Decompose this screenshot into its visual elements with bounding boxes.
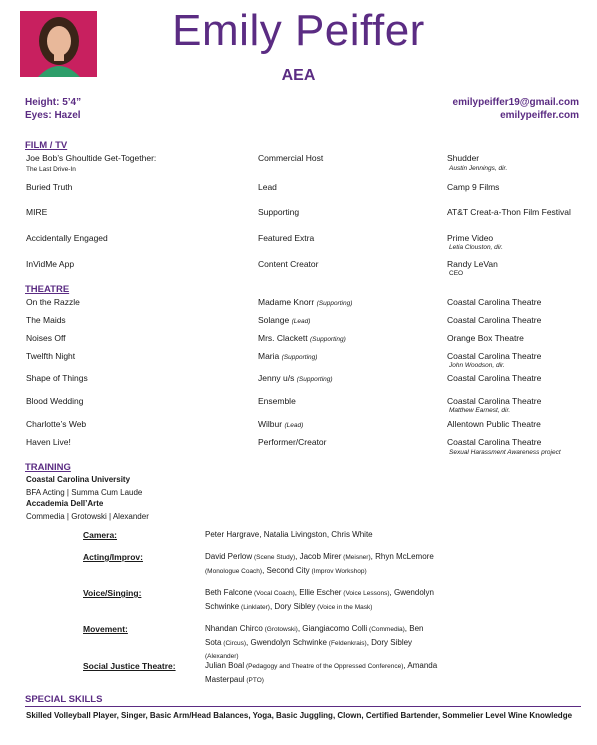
film-role: Content Creator: [258, 259, 319, 269]
school-detail: Commedia | Grotowski | Alexander: [26, 512, 149, 521]
training-category-label: Social Justice Theatre:: [83, 661, 176, 671]
theatre-role: Jenny u/s (Supporting): [258, 373, 333, 383]
film-director: CEO: [449, 270, 464, 277]
theatre-company: Coastal Carolina Theatre: [447, 437, 542, 447]
theatre-company: Coastal Carolina Theatre: [447, 315, 542, 325]
film-role: Supporting: [258, 207, 300, 217]
theatre-company: Coastal Carolina Theatre: [447, 396, 542, 406]
training-heading: TRAINING: [25, 462, 71, 473]
training-category-label: Camera:: [83, 530, 118, 540]
school-detail: BFA Acting | Summa Cum Laude: [26, 488, 143, 497]
film-title: MIRE: [26, 207, 48, 217]
training-category-teachers: Nhandan Chirco (Grotowski), Giangiacomo Colli (Commedia), Ben Sota (Circus), Gwendolyn Schwinke (Feldenkrais), Dory Sibley (Alexander): [205, 624, 424, 660]
film-director: Austin Jennings, dir.: [449, 165, 508, 172]
eyes-stat: Eyes: Hazel: [25, 110, 81, 121]
film-role: Featured Extra: [258, 233, 315, 243]
school-name: Coastal Carolina University: [26, 475, 131, 484]
section-divider: [25, 706, 581, 707]
theatre-role: Wilbur (Lead): [258, 419, 304, 429]
training-category-teachers: Julian Boal (Pedagogy and Theatre of the Oppressed Conference), Amanda Masterpaul (PTO): [205, 661, 438, 684]
special-skills-text: Skilled Volleyball Player, Singer, Basic Arm/Head Balances, Yoga, Basic Juggling, Clown, Certified Bartender, Sommelier Level Wine Knowledge: [26, 711, 573, 720]
film-title: InVidMe App: [26, 259, 75, 269]
union-affiliation: AEA: [281, 67, 316, 84]
theatre-role: Mrs. Clackett (Supporting): [258, 333, 346, 343]
film-company: Randy LeVan: [447, 259, 498, 269]
training-category-teachers: David Perlow (Scene Study), Jacob Mirer (Meisner), Rhyn McLemore (Monologue Coach), Second City (Improv Workshop): [205, 552, 434, 575]
theatre-director: Matthew Earnest, dir.: [449, 407, 511, 414]
theatre-role: Maria (Supporting): [258, 351, 318, 361]
film-company: Shudder: [447, 153, 480, 163]
film-title: Buried Truth: [26, 182, 73, 192]
film-director: Letia Clouston, dir.: [449, 244, 503, 251]
film-title-sub: The Last Drive-In: [26, 166, 76, 173]
training-category-label: Voice/Singing:: [83, 588, 142, 598]
theatre-heading: THEATRE: [25, 284, 70, 295]
theatre-company: Coastal Carolina Theatre: [447, 297, 542, 307]
actor-name: Emily Peiffer: [172, 6, 425, 55]
theatre-role: Performer/Creator: [258, 437, 327, 447]
theatre-title: The Maids: [26, 315, 66, 325]
film-role: Lead: [258, 182, 277, 192]
training-category-label: Acting/Improv:: [83, 552, 143, 562]
film-tv-heading: FILM / TV: [25, 140, 68, 151]
theatre-role: Solange (Lead): [258, 315, 311, 325]
theatre-role: Ensemble: [258, 396, 296, 406]
film-company: AT&T Creat-a-Thon Film Festival: [447, 207, 571, 217]
theatre-title: On the Razzle: [26, 297, 80, 307]
theatre-title: Charlotte’s Web: [26, 419, 87, 429]
training-category-teachers: Peter Hargrave, Natalia Livingston, Chris White: [205, 530, 373, 539]
theatre-company: Allentown Public Theatre: [447, 419, 541, 429]
theatre-title: Haven Live!: [26, 437, 71, 447]
theatre-company: Coastal Carolina Theatre: [447, 373, 542, 383]
film-company: Camp 9 Films: [447, 182, 500, 192]
theatre-company: Orange Box Theatre: [447, 333, 524, 343]
theatre-title: Blood Wedding: [26, 396, 84, 406]
film-title: Accidentally Engaged: [26, 233, 108, 243]
theatre-director: John Woodson, dir.: [449, 362, 505, 369]
theatre-title: Twelfth Night: [26, 351, 76, 361]
website-link[interactable]: emilypeiffer.com: [500, 110, 579, 121]
film-company: Prime Video: [447, 233, 494, 243]
film-role: Commercial Host: [258, 153, 324, 163]
school-name: Accademia Dell’Arte: [26, 499, 104, 508]
email-link[interactable]: emilypeiffer19@gmail.com: [452, 97, 579, 108]
theatre-role: Madame Knorr (Supporting): [258, 297, 353, 307]
theatre-company: Coastal Carolina Theatre: [447, 351, 542, 361]
special-skills-heading: SPECIAL SKILLS: [25, 694, 103, 705]
training-category-teachers: Beth Falcone (Vocal Coach), Ellie Escher (Voice Lessons), Gwendolyn Schwinke (Linklater), Dory Sibley (Voice in the Mask): [205, 588, 434, 611]
theatre-project-note: Sexual Harassment Awareness project: [449, 449, 561, 456]
theatre-title: Noises Off: [26, 333, 66, 343]
training-category-label: Movement:: [83, 624, 128, 634]
theatre-title: Shape of Things: [26, 373, 88, 383]
height-stat: Height: 5’4”: [25, 97, 82, 108]
film-title: Joe Bob’s Ghoultide Get-Together:: [26, 153, 157, 163]
